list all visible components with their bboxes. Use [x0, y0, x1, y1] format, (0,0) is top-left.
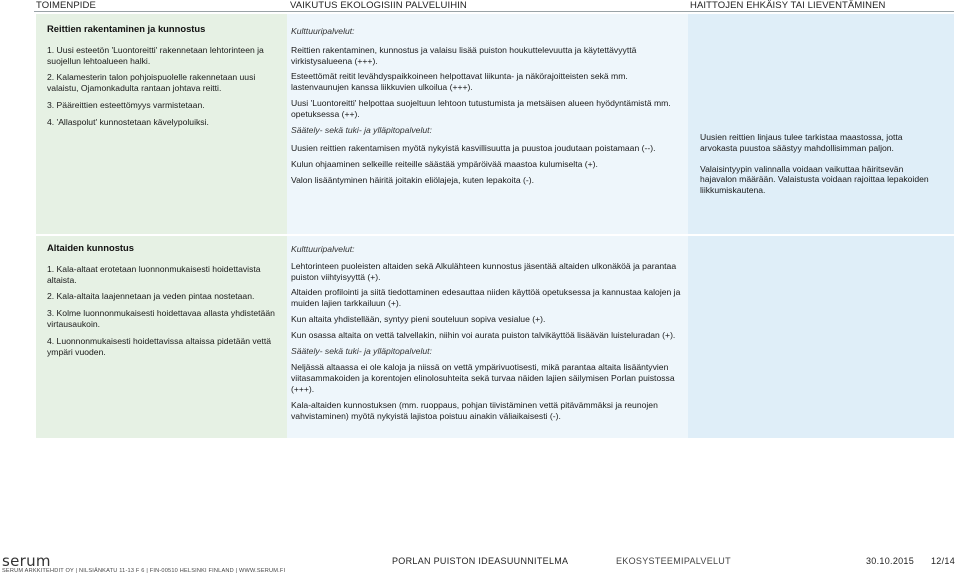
row2-impact-paragraph: Kala-altaiden kunnostuksen (mm. ruoppaus, pohjan tiivistäminen vettä pitävämmäksi ja reunojen vahvistaminen) myötä nykyistä lajistoa poistuu ainakin väliaikaisesti (-). — [291, 399, 658, 421]
row2-impact-cell — [287, 236, 688, 438]
row1-mitigation-cell — [688, 14, 954, 234]
row2-impact-paragraph: Kun osassa altaita on vettä talvellakin, niihin voi aurata puiston talvikäyttöä lisäävän luisteluradan (+). — [291, 329, 676, 340]
row2-item: 3. Kolme luonnonmukaisesti hoidettavaa allasta yhdistetään virtausaukoin. — [47, 308, 275, 329]
row1-impact-paragraph: Esteettömät reitit levähdyspaikkoineen helpottavat liikunta- ja näkörajoitteisten sekä mm. lastenvaunujen kanssa liikkuvien ulkoilua (+++). — [291, 71, 628, 93]
row1-impact-paragraph: Uusi 'Luontoreitti' helpottaa suojeltuun lehtoon tutustumista ja metsäisen alueen hyödyntämistä mm. opetuksessa (++). — [291, 97, 671, 119]
footer-page-number: 12/14 — [931, 556, 956, 566]
footer-address: SERUM ARKKITEHDIT OY | NILSIÄNKATU 11-13 F 6 | FIN-00510 HELSINKI FINLAND | WWW.SERUM.FI — [2, 568, 286, 574]
row2-regulating-heading: Säätely- sekä tuki- ja ylläpitopalvelut: — [291, 345, 432, 356]
row2-impact-paragraph: Altaiden profilointi ja siitä tiedottaminen edesauttaa niiden käyttöä opetuksessa ja kannustaa kalojen ja muiden lajien tarkkailuun (+). — [291, 287, 681, 309]
row1-impact-paragraph: Kulun ohjaaminen selkeille reiteille säästää ympäröivää maastoa kulumiselta (+). — [291, 159, 598, 170]
row2-item: 2. Kala-altaita laajennetaan ja veden pintaa nostetaan. — [47, 291, 255, 302]
row2-item: 4. Luonnonmukaisesti hoidettavissa altaissa pidetään vettä ympäri vuoden. — [47, 335, 272, 357]
row2-item: 1. Kala-altaat erotetaan luonnonmukaisesti hoidettavista altaista. — [47, 263, 261, 285]
serum-logo: serum — [2, 552, 51, 570]
row2-mitigation-cell — [688, 236, 954, 438]
row1-impact-paragraph: Uusien reittien rakentamisen myötä nykyistä kasvillisuutta ja puustoa joudutaan poistamaan (--). — [291, 143, 656, 154]
footer-project: PORLAN PUISTON IDEASUUNNITELMA — [392, 556, 569, 566]
row1-regulating-heading: Säätely- sekä tuki- ja ylläpitopalvelut: — [291, 124, 432, 135]
row1-mitigation-paragraph: Valaisintyypin valinnalla voidaan vaikuttaa häiritsevän hajavalon määrään. Valaistusta voidaan rajoittaa lepakoiden liikkumiskautena. — [700, 163, 929, 196]
row1-impact-cell — [287, 14, 688, 234]
row2-impact-paragraph: Lehtorinteen puoleisten altaiden sekä Alkulähteen kunnostus jäsentää altaiden ulkonäköä ja parantaa puiston viihtyisyyttä (+). — [291, 260, 677, 282]
row1-title: Reittien rakentaminen ja kunnostus — [47, 23, 206, 34]
row2-title: Altaiden kunnostus — [47, 242, 134, 253]
row2-cultural-heading: Kulttuuripalvelut: — [291, 244, 355, 254]
column-header-mitigation: HAITTOJEN EHKÄISY TAI LIEVENTÄMINEN — [690, 0, 886, 11]
row1-item: 2. Kalamesterin talon pohjoispuolelle rakennetaan uusi valaistu, Ojamonkadulta rantaan johtava reitti. — [47, 72, 256, 94]
row1-item: 4. 'Allaspolut' kunnostetaan kävelypoluiksi. — [47, 116, 209, 127]
footer-date: 30.10.2015 — [866, 556, 915, 566]
row2-impact-paragraph: Neljässä altaassa ei ole kaloja ja niissä on vettä ympärivuotisesti, mikä parantaa altaita lisääntyvien viitasammakoiden ja korentojen elinolosuhteita sekä turvaa näiden lajien säilymisen Porlan puistossa (+++). — [291, 362, 675, 394]
row2-measure-cell — [36, 236, 287, 438]
footer-section: EKOSYSTEEMIPALVELUT — [616, 556, 731, 566]
row1-item: 3. Pääreittien esteettömyys varmistetaan. — [47, 99, 205, 110]
row1-item: 1. Uusi esteetön 'Luontoreitti' rakennetaan lehtorinteen ja suojellun lehtoalueen halki. — [47, 44, 264, 66]
row1-cultural-heading: Kulttuuripalvelut: — [291, 26, 355, 36]
row1-impact-paragraph: Valon lisääntyminen häiritä joitakin eliölajeja, kuten lepakoita (-). — [291, 174, 534, 185]
row2-impact-paragraph: Kun altaita yhdistellään, syntyy pieni souteluun sopiva vesialue (+). — [291, 313, 546, 324]
column-header-impact: VAIKUTUS EKOLOGISIIN PALVELUIHIN — [290, 0, 467, 11]
column-header-measure: TOIMENPIDE — [36, 0, 96, 11]
header-divider — [34, 11, 954, 12]
row1-mitigation-paragraph: Uusien reittien linjaus tulee tarkistaa maastossa, jotta arvokasta puustoa säästyy mahdollisimman paljon. — [700, 132, 903, 153]
row1-measure-cell — [36, 14, 287, 234]
row1-impact-paragraph: Reittien rakentaminen, kunnostus ja valaisu lisää puiston houkuttelevuutta ja käytettävyyttä virkistysalueena (+++). — [291, 44, 637, 66]
